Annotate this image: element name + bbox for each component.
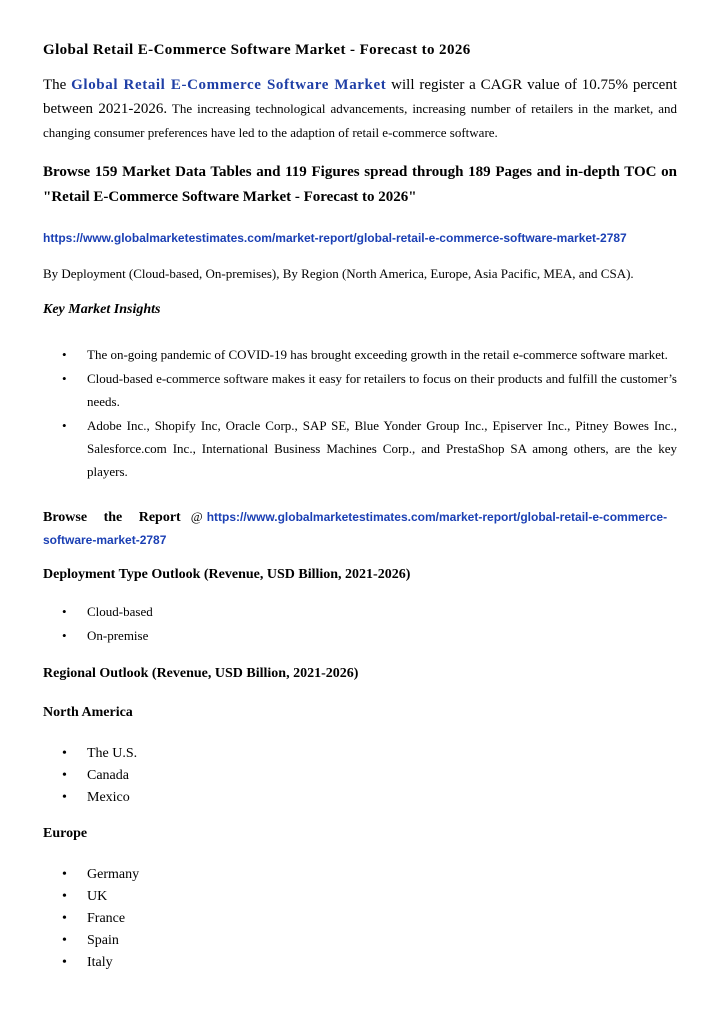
country-item: Spain [87,933,119,948]
at-symbol: @ [190,509,203,524]
list-item [43,787,677,809]
bullet-icon: • [62,628,67,643]
intro-text-1: The [43,77,72,93]
list-item [43,864,677,886]
deployment-list [43,600,677,648]
report-link[interactable]: https://www.globalmarketestimates.com/market-report/global-retail-e-commerce-software-market-2787 [43,231,627,245]
country-item: Mexico [87,790,130,805]
country-item: UK [87,889,108,904]
deployment-item: On-premise [87,628,149,643]
bullet-icon: • [62,911,67,926]
country-item: The U.S. [87,746,138,761]
country-item: Italy [87,955,113,970]
page-title: Global Retail E-Commerce Software Market - Forecast to 2026 [43,42,471,58]
list-item [43,930,677,952]
regional-heading: Regional Outlook (Revenue, USD Billion, 2021-2026) [43,666,359,681]
intro-text-3: The increasing technological advancements, increasing number of retailers in the market, and changing consumer preferences have led to the adaption of retail e-commerce software. [43,101,677,140]
list-item [43,765,677,787]
bullet-icon: • [62,867,67,882]
insight-text: The on-going pandemic of COVID-19 has brought exceeding growth in the retail e-commerce software market. [87,347,668,362]
bullet-icon: • [62,768,67,783]
market-name-highlight: Global Retail E-Commerce Software Market [71,77,387,93]
list-item [43,952,677,974]
list-item [43,624,677,648]
intro-paragraph [43,73,677,145]
north-america-list [43,743,677,809]
country-item: France [87,911,126,926]
key-insights-list [43,343,677,484]
europe-heading: Europe [43,826,88,841]
bullet-icon: • [62,955,67,970]
bullet-icon: • [62,347,67,362]
bullet-icon: • [62,933,67,948]
country-item: Canada [87,768,129,783]
bullet-icon: • [62,418,67,433]
key-insights-heading: Key Market Insights [43,302,161,317]
bullet-icon: • [62,746,67,761]
list-item [43,600,677,624]
list-item [43,343,677,366]
browse-heading: Browse 159 Market Data Tables and 119 Figures spread through 189 Pages and in-depth TOC on "Retail E-Commerce Software Market - Forecast to 2026" [43,164,677,205]
segmentation-summary: By Deployment (Cloud-based, On-premises), By Region (North America, Europe, Asia Pacific, MEA, and CSA). [43,266,634,281]
bullet-icon: • [62,889,67,904]
browse-report-label: Browse the Report [43,510,181,525]
europe-list [43,864,677,974]
intro-text-2: will register a CAGR value of 10.75% percent between 2021-2026. [43,77,677,117]
bullet-icon: • [62,790,67,805]
list-item [43,908,677,930]
list-item [43,367,677,413]
browse-report-link[interactable]: https://www.globalmarketestimates.com/market-report/global-retail-e-commerce-software-market-2787 [43,510,668,547]
browse-report-line [43,505,677,552]
bullet-icon: • [62,371,67,386]
deployment-heading: Deployment Type Outlook (Revenue, USD Billion, 2021-2026) [43,567,411,582]
list-item [43,414,677,483]
insight-text: Cloud-based e-commerce software makes it easy for retailers to focus on their products and fulfill the customer’s needs. [87,371,677,409]
country-item: Germany [87,867,140,882]
list-item [43,886,677,908]
deployment-item: Cloud-based [87,604,153,619]
north-america-heading: North America [43,705,133,720]
list-item [43,743,677,765]
insight-text: Adobe Inc., Shopify Inc, Oracle Corp., SAP SE, Blue Yonder Group Inc., Episerver Inc., Pitney Bowes Inc., Salesforce.com Inc., International Business Machines Corp., and PrestaShop SA among others, are the key players. [87,418,677,479]
bullet-icon: • [62,604,67,619]
